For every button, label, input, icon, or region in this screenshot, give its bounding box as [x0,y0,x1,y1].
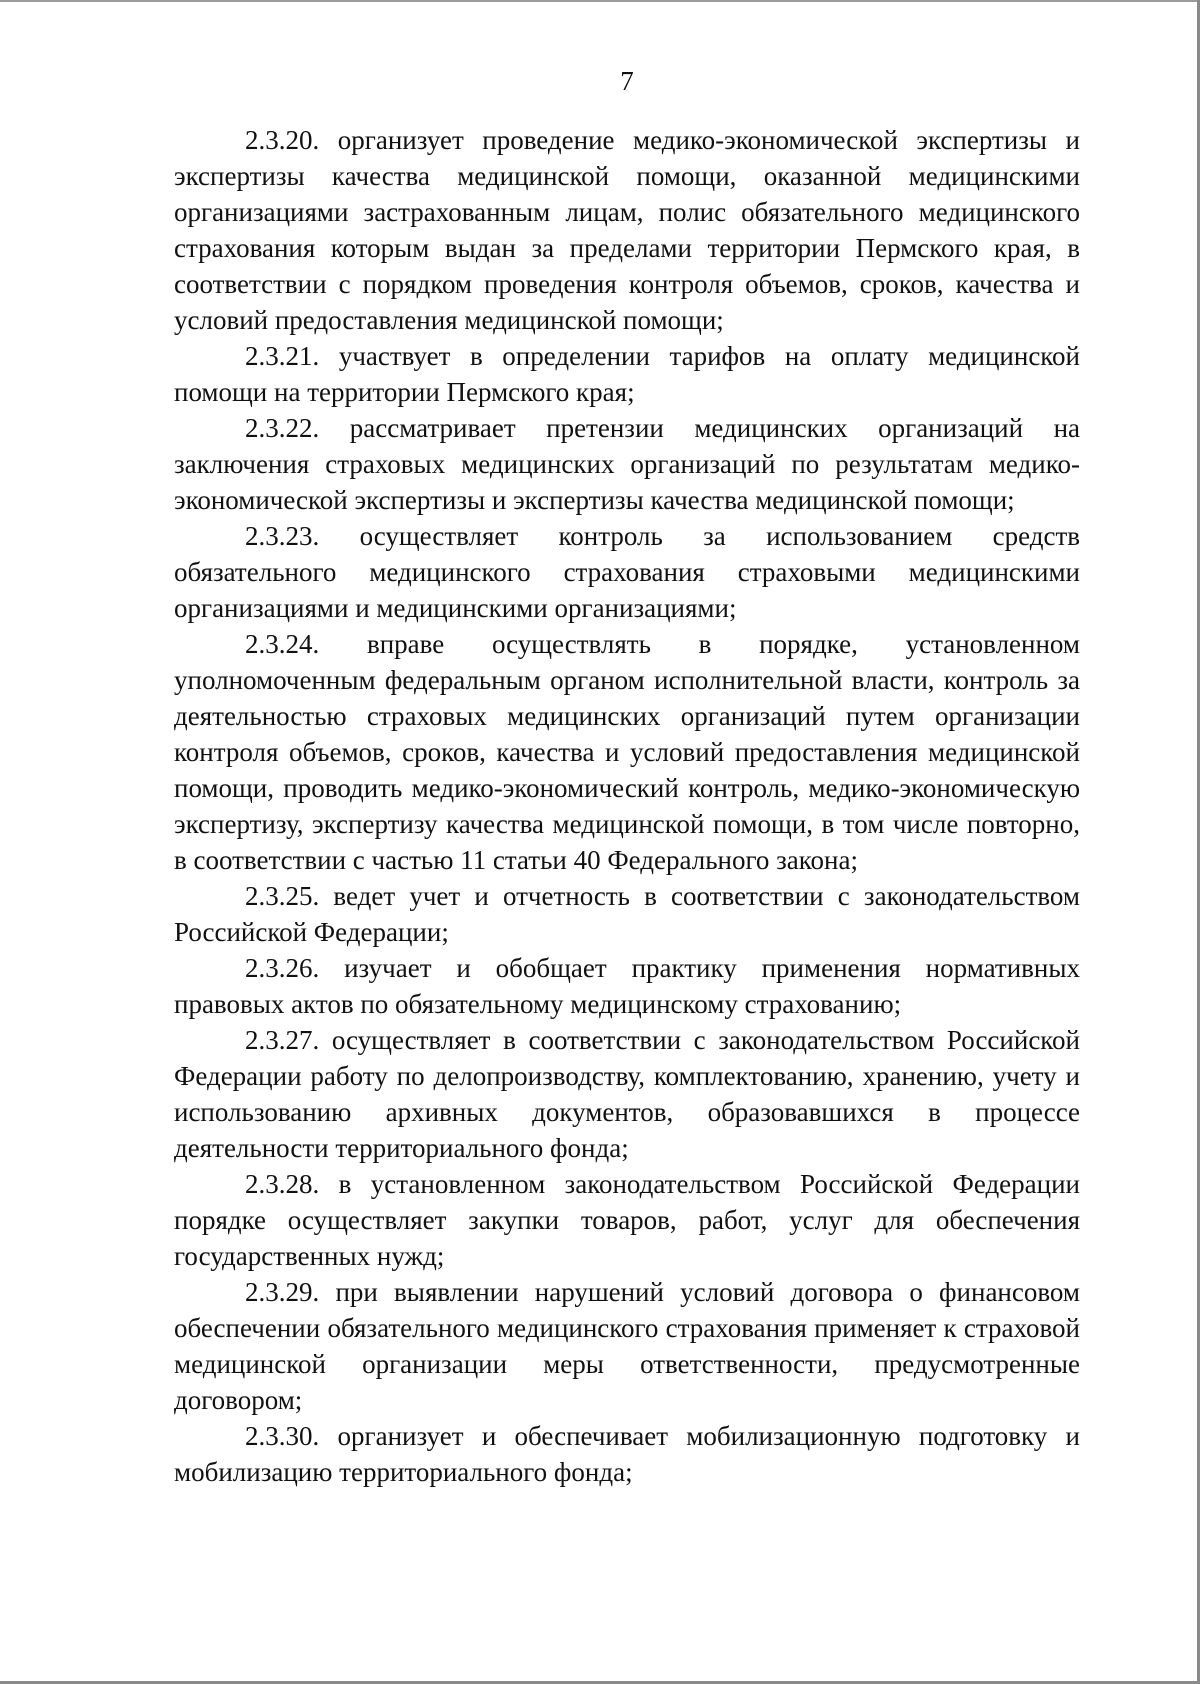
clause-2-3-24 [174,626,1080,878]
clause-text: рассматривает претензии медицинских организаций на заключения страховых медицинских организаций по результатам медико-экономической экспертизы и экспертизы качества медицинской помощи; [174,413,1081,515]
clause-text: ведет учет и отчетность в соответствии с законодательством Российской Федерации; [174,881,1081,947]
clause-number: 2.3.20. [245,125,320,155]
clause-2-3-23 [174,518,1080,626]
page-number: 7 [620,66,634,96]
clause-number: 2.3.28. [245,1169,320,1199]
clause-number: 2.3.29. [245,1277,320,1307]
clause-2-3-22 [174,410,1080,518]
scan-edge-top [0,0,1200,2]
clause-2-3-30 [174,1418,1080,1490]
clause-number: 2.3.21. [245,341,320,371]
clause-number: 2.3.27. [245,1025,320,1055]
clause-2-3-21 [174,338,1080,410]
clause-text: при выявлении нарушений условий договора о финансовом обеспечении обязательного медицинского страхования применяет к страховой медицинской организации меры ответственности, предусмотренные договором; [174,1277,1080,1415]
clause-2-3-28 [174,1166,1080,1274]
clause-2-3-20 [174,122,1080,338]
clause-2-3-27 [174,1022,1080,1166]
clause-text: осуществляет контроль за использованием средств обязательного медицинского страхования страховыми медицинскими организациями и медицинскими организациями; [174,521,1080,623]
clause-number: 2.3.26. [245,953,320,983]
clause-text: изучает и обобщает практику применения нормативных правовых актов по обязательному медицинскому страхованию; [174,953,1080,1019]
clause-number: 2.3.30. [245,1421,320,1451]
clause-number: 2.3.25. [245,881,320,911]
clause-text: организует проведение медико-экономической экспертизы и экспертизы качества медицинской помощи, оказанной медицинскими организациями застрахованным лицам, полис обязательного медицинского страхования которым выдан за пределами территории Пермского края, в соответствии с порядком проведения контроля объемов, сроков, качества и условий предоставления медицинской помощи; [174,125,1081,335]
document-body [174,122,1080,1490]
clause-2-3-26 [174,950,1080,1022]
clause-2-3-29 [174,1274,1080,1418]
clause-number: 2.3.24. [245,629,320,659]
clause-text: в установленном законодательством Российской Федерации порядке осуществляет закупки товаров, работ, услуг для обеспечения государственных нужд; [174,1169,1080,1271]
clause-2-3-25 [174,878,1080,950]
clause-text: организует и обеспечивает мобилизационную подготовку и мобилизацию территориального фонда; [174,1421,1081,1487]
clause-number: 2.3.23. [245,521,320,551]
clause-number: 2.3.22. [245,413,320,443]
clause-text: участвует в определении тарифов на оплату медицинской помощи на территории Пермского края; [174,341,1080,407]
clause-text: осуществляет в соответствии с законодательством Российской Федерации работу по делопроизводству, комплектованию, хранению, учету и использованию архивных документов, образовавшихся в процессе деятельности территориального фонда; [174,1025,1080,1163]
clause-text: вправе осуществлять в порядке, установленном уполномоченным федеральным органом исполнительной власти, контроль за деятельностью страховых медицинских организаций путем организации контроля объемов, сроков, качества и условий предоставления медицинской помощи, проводить медико-экономический контроль, медико-экономическую экспертизу, экспертизу качества медицинской помощи, в том числе повторно, в соответствии с частью 11 статьи 40 Федерального закона; [174,629,1080,875]
